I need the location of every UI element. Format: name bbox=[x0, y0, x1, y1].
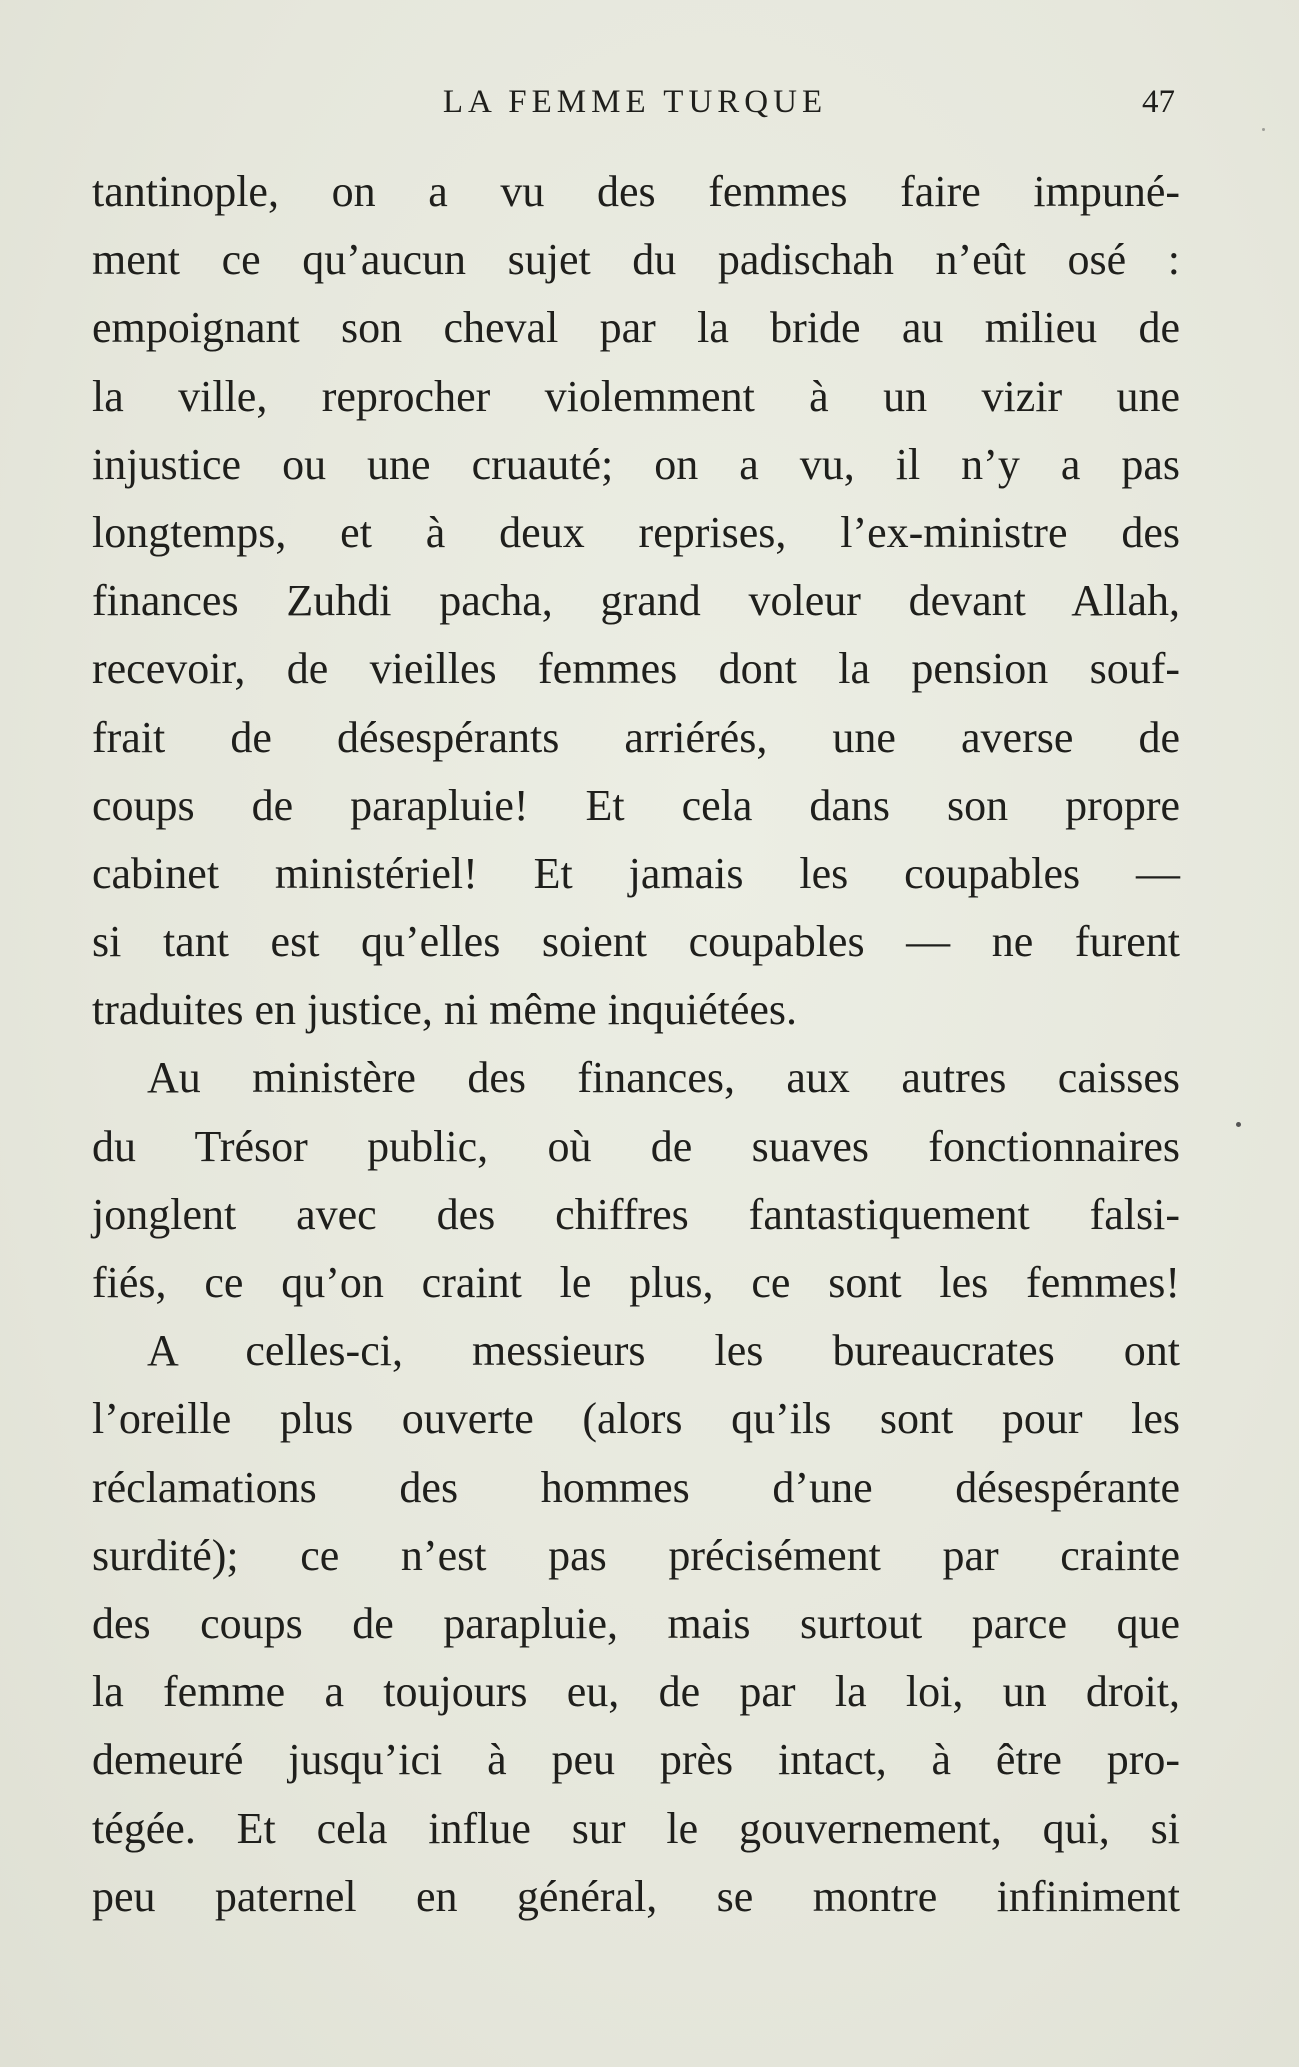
text-line-23: la femme a toujours eu, de par la loi, un droit, bbox=[92, 1667, 1180, 1717]
text-line-15: du Trésor public, où de suaves fonctionnaires bbox=[92, 1121, 1180, 1171]
text-line-9: frait de désespérants arriérés, une averse de bbox=[92, 712, 1180, 762]
text-line-8: recevoir, de vieilles femmes dont la pension souf- bbox=[92, 644, 1180, 694]
text-line-19: l’oreille plus ouverte (alors qu’ils sont pour les bbox=[92, 1394, 1180, 1444]
text-line-4: la ville, reprocher violemment à un vizir une bbox=[92, 371, 1180, 421]
text-line-21: surdité); ce n’est pas précisément par crainte bbox=[92, 1530, 1180, 1580]
text-line-3: empoignant son cheval par la bride au milieu de bbox=[92, 303, 1180, 353]
text-line-11: cabinet ministériel! Et jamais les coupables — bbox=[92, 848, 1180, 898]
text-line-22: des coups de parapluie, mais surtout parce que bbox=[92, 1598, 1180, 1648]
page-number: 47 bbox=[1142, 84, 1175, 120]
text-line-13: traduites en justice, ni même inquiétées. bbox=[92, 985, 798, 1035]
text-line-26: peu paternel en général, se montre infiniment bbox=[92, 1871, 1180, 1921]
text-line-2: ment ce qu’aucun sujet du padischah n’eût osé : bbox=[92, 235, 1180, 285]
text-line-16: jonglent avec des chiffres fantastiquement falsi- bbox=[92, 1189, 1180, 1239]
text-line-18: A celles-ci, messieurs les bureaucrates ont bbox=[147, 1326, 1180, 1376]
text-line-25: tégée. Et cela influe sur le gouvernement, qui, si bbox=[92, 1803, 1180, 1853]
text-line-5: injustice ou une cruauté; on a vu, il n’y a pas bbox=[92, 439, 1180, 489]
running-title: LA FEMME TURQUE bbox=[442, 84, 828, 120]
body-text bbox=[92, 158, 1180, 1931]
running-head bbox=[95, 84, 1175, 124]
text-line-12: si tant est qu’elles soient coupables — ne furent bbox=[92, 917, 1180, 967]
text-line-6: longtemps, et à deux reprises, l’ex-ministre des bbox=[92, 507, 1180, 557]
text-line-20: réclamations des hommes d’une désespérante bbox=[92, 1462, 1180, 1512]
paper-speck bbox=[1262, 128, 1265, 131]
text-line-24: demeuré jusqu’ici à peu près intact, à être pro- bbox=[92, 1735, 1180, 1785]
text-line-7: finances Zuhdi pacha, grand voleur devant Allah, bbox=[92, 576, 1180, 626]
paper-speck bbox=[1236, 1122, 1241, 1127]
text-line-14: Au ministère des finances, aux autres caisses bbox=[147, 1053, 1180, 1103]
text-line-1: tantinople, on a vu des femmes faire impuné- bbox=[92, 167, 1180, 216]
text-line-10: coups de parapluie! Et cela dans son propre bbox=[92, 780, 1180, 830]
text-line-17: fiés, ce qu’on craint le plus, ce sont les femmes! bbox=[92, 1258, 1180, 1307]
